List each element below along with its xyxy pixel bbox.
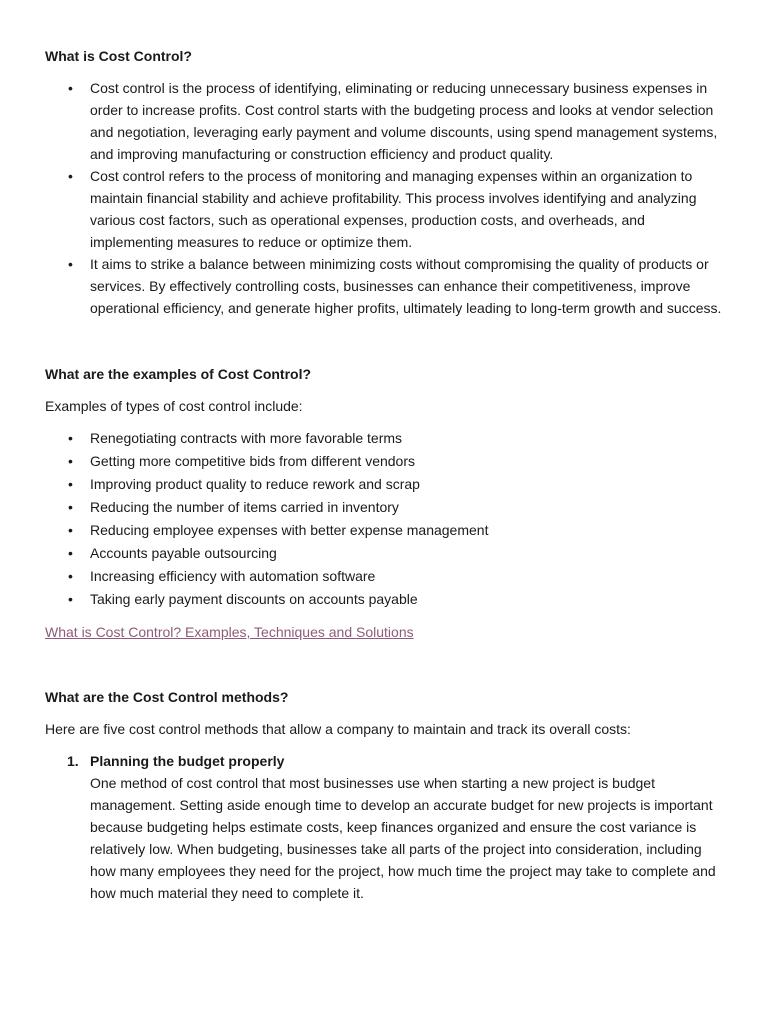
example-bullet-text: Accounts payable outsourcing xyxy=(90,545,277,561)
definition-bullet-text: Cost control refers to the process of monitoring and managing expenses within an organization to maintain financial stability and achieve profitability. This process involves identifying and analyzing various cost factors, such as operational expenses, production costs, and overheads, and implementing measures to reduce or optimize them. xyxy=(90,168,697,250)
example-bullet-text: Getting more competitive bids from different vendors xyxy=(90,453,416,469)
example-bullet-text: Improving product quality to reduce rework and scrap xyxy=(90,476,420,492)
example-bullet xyxy=(45,565,722,588)
example-bullet xyxy=(45,496,722,519)
bullet-icon: • xyxy=(68,256,73,272)
definition-bullet xyxy=(45,77,722,165)
bullet-icon: • xyxy=(68,476,73,492)
definition-bullet-text: Cost control is the process of identifying, eliminating or reducing unnecessary business expenses in order to increase profits. Cost control starts with the budgeting process and looks at vendor selection and negotiation, leveraging early payment and volume discounts, using spend management systems, and improving manufacturing or construction efficiency and product quality. xyxy=(90,80,718,162)
bullet-icon: • xyxy=(68,430,73,446)
methods-intro: Here are five cost control methods that allow a company to maintain and track its overall costs: xyxy=(45,721,631,737)
bullet-icon: • xyxy=(68,453,73,469)
section-heading-examples: What are the examples of Cost Control? xyxy=(45,366,312,382)
definition-bullet xyxy=(45,253,722,319)
definition-bullet-list xyxy=(45,77,722,319)
example-bullet-text: Renegotiating contracts with more favorable terms xyxy=(90,430,403,446)
section-heading-definition: What is Cost Control? xyxy=(45,48,192,64)
example-bullet-text: Reducing employee expenses with better expense management xyxy=(90,522,489,538)
method-item xyxy=(45,750,722,904)
example-bullet xyxy=(45,450,722,473)
examples-intro: Examples of types of cost control include: xyxy=(45,398,303,414)
example-bullet xyxy=(45,588,722,611)
bullet-icon: • xyxy=(68,568,73,584)
definition-bullet xyxy=(45,165,722,253)
section-heading-methods: What are the Cost Control methods? xyxy=(45,689,289,705)
source-link[interactable]: What is Cost Control? Examples, Techniques and Solutions xyxy=(45,624,414,640)
bullet-icon: • xyxy=(68,168,73,184)
method-number: 1. xyxy=(67,753,79,769)
examples-bullet-list xyxy=(45,427,722,611)
example-bullet xyxy=(45,427,722,450)
example-bullet-text: Increasing efficiency with automation software xyxy=(90,568,376,584)
method-title: Planning the budget properly xyxy=(90,753,285,769)
method-body: One method of cost control that most businesses use when starting a new project is budget management. Setting aside enough time to develop an accurate budget for new projects is important because budgeting helps estimate costs, keep finances organized and ensure the cost variance is relatively low. When budgeting, businesses take all parts of the project into consideration, including how many employees they need for the project, how much time the project may take to complete and how much material they need to complete it. xyxy=(90,775,716,901)
example-bullet xyxy=(45,473,722,496)
example-bullet xyxy=(45,542,722,565)
bullet-icon: • xyxy=(68,499,73,515)
example-bullet-text: Taking early payment discounts on accounts payable xyxy=(90,591,418,607)
example-bullet xyxy=(45,519,722,542)
bullet-icon: • xyxy=(68,80,73,96)
bullet-icon: • xyxy=(68,545,73,561)
example-bullet-text: Reducing the number of items carried in inventory xyxy=(90,499,399,515)
methods-numbered-list xyxy=(45,750,722,904)
bullet-icon: • xyxy=(68,591,73,607)
bullet-icon: • xyxy=(68,522,73,538)
definition-bullet-text: It aims to strike a balance between minimizing costs without compromising the quality of products or services. By effectively controlling costs, businesses can enhance their competitiveness, improve operational efficiency, and generate higher profits, ultimately leading to long-term growth and success. xyxy=(90,256,722,316)
